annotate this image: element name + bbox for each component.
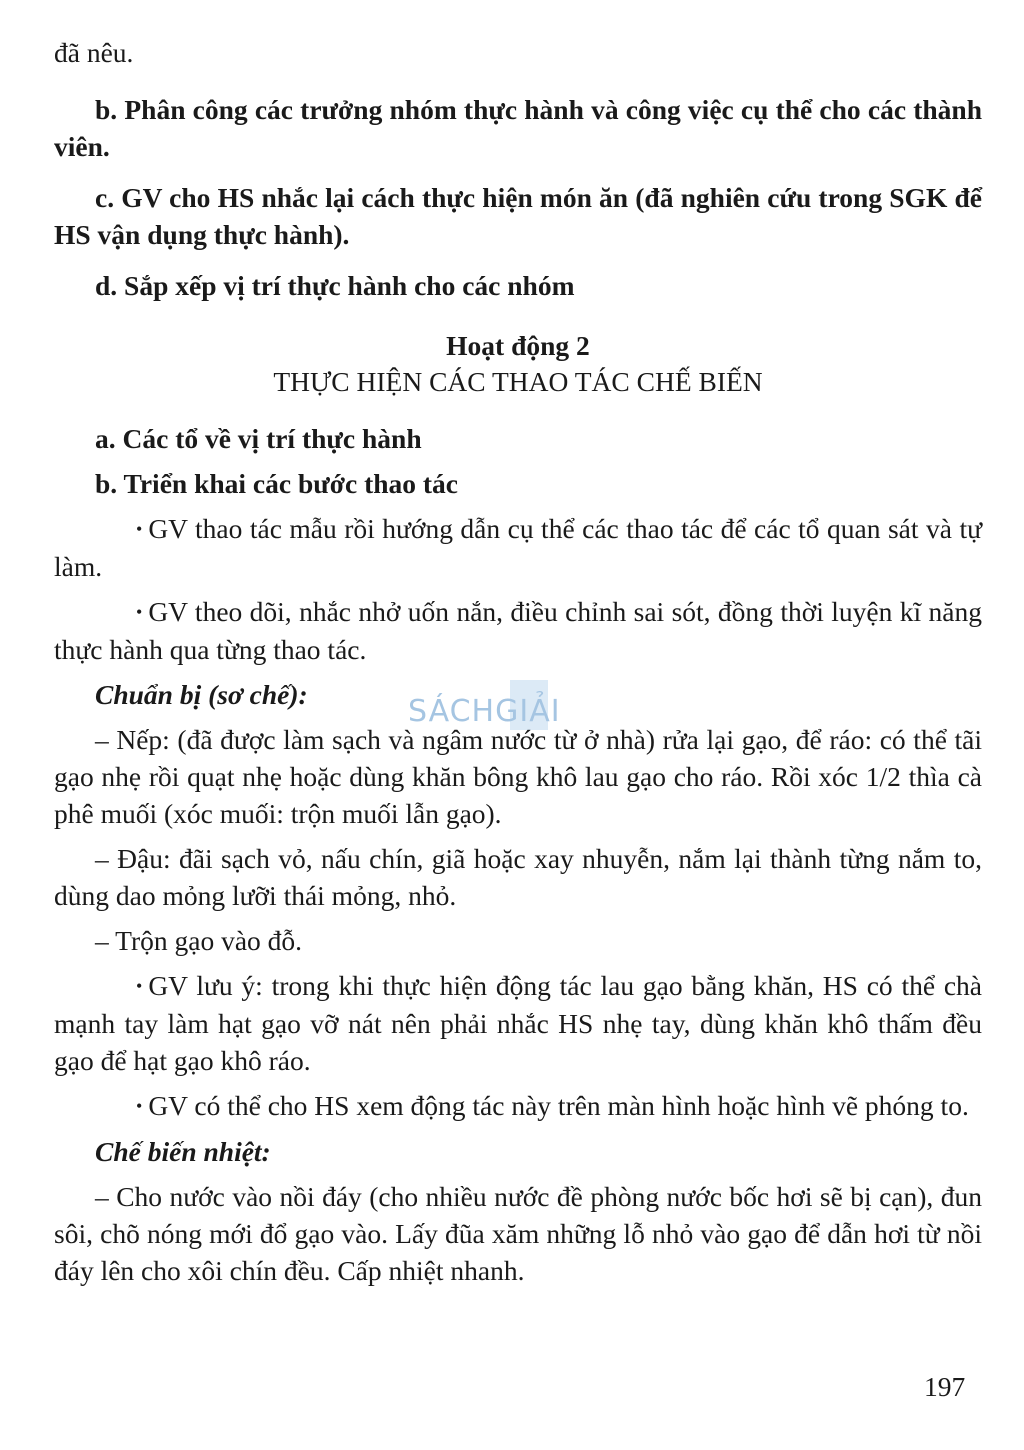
activity-label: Hoạt động 2 <box>446 330 590 361</box>
bullet-icon: • <box>136 1096 143 1116</box>
prep-heading: Chuẩn bị (sơ chế): <box>95 679 308 710</box>
bullet-text: GV theo dõi, nhắc nhở uốn nắn, điều chỉnh sai sót, đồng thời luyện kĩ năng thực hành qua từng thao tác. <box>54 596 982 665</box>
bullet-text: GV lưu ý: trong khi thực hiện động tác lau gạo bằng khăn, HS có thể chà mạnh tay làm hạt gạo vỡ nát nên phải nhắc HS nhẹ tay, dùng khăn khô thấm đều gạo để hạt gạo khô ráo. <box>54 970 982 1076</box>
continuation-paragraph: đã nêu. <box>54 37 134 68</box>
bullet-monitor <box>54 593 982 668</box>
bullet-demo <box>54 510 982 585</box>
bullet-icon: • <box>136 976 143 996</box>
bullet-text: GV thao tác mẫu rồi hướng dẫn cụ thể các thao tác để các tổ quan sát và tự làm. <box>54 513 982 582</box>
bullet-icon: • <box>136 602 143 622</box>
prep-mix: – Trộn gạo vào đỗ. <box>95 925 303 956</box>
step-a: a. Các tổ về vị trí thực hành <box>95 423 422 454</box>
bullet-note-wiping <box>54 967 982 1079</box>
item-c-recall-method: c. GV cho HS nhắc lại cách thực hiện món ăn (đã nghiên cứu trong SGK để HS vận dụng thực hành). <box>54 182 982 250</box>
page-number: 197 <box>924 1371 966 1402</box>
heat-step-1: – Cho nước vào nồi đáy (cho nhiều nước đề phòng nước bốc hơi sẽ bị cạn), đun sôi, chõ nóng mới đổ gạo vào. Lấy đũa xăm những lỗ nhỏ vào gạo để dẫn hơi từ nồi đáy lên cho xôi chín đều. Cấp nhiệt nhanh. <box>54 1181 982 1286</box>
item-b-assign-leaders: b. Phân công các trưởng nhóm thực hành và công việc cụ thể cho các thành viên. <box>54 94 982 162</box>
prep-beans: – Đậu: đãi sạch vỏ, nấu chín, giã hoặc xay nhuyễn, nắm lại thành từng nắm to, dùng dao mỏng lưỡi thái mỏng, nhỏ. <box>54 843 982 911</box>
bullet-text: GV có thể cho HS xem động tác này trên màn hình hoặc hình vẽ phóng to. <box>148 1090 969 1121</box>
prep-sticky-rice: – Nếp: (đã được làm sạch và ngâm nước từ ở nhà) rửa lại gạo, để ráo: có thể tãi gạo nhẹ rồi quạt nhẹ hoặc dùng khăn bông khô lau gạo cho ráo. Rồi xóc 1/2 thìa cà phê muối (xóc muối: trộn muối lẫn gạo). <box>54 724 982 829</box>
step-b: b. Triển khai các bước thao tác <box>95 468 459 499</box>
bullet-icon: • <box>136 519 143 539</box>
watermark-text: SÁCHGIẢI <box>408 694 561 729</box>
item-d-arrange-positions: d. Sắp xếp vị trí thực hành cho các nhóm <box>95 270 575 301</box>
bullet-note-screen <box>54 1087 982 1125</box>
document-page <box>54 34 982 1289</box>
activity-title: THỰC HIỆN CÁC THAO TÁC CHẾ BIẾN <box>273 366 763 397</box>
heat-heading: Chế biến nhiệt: <box>95 1136 271 1167</box>
